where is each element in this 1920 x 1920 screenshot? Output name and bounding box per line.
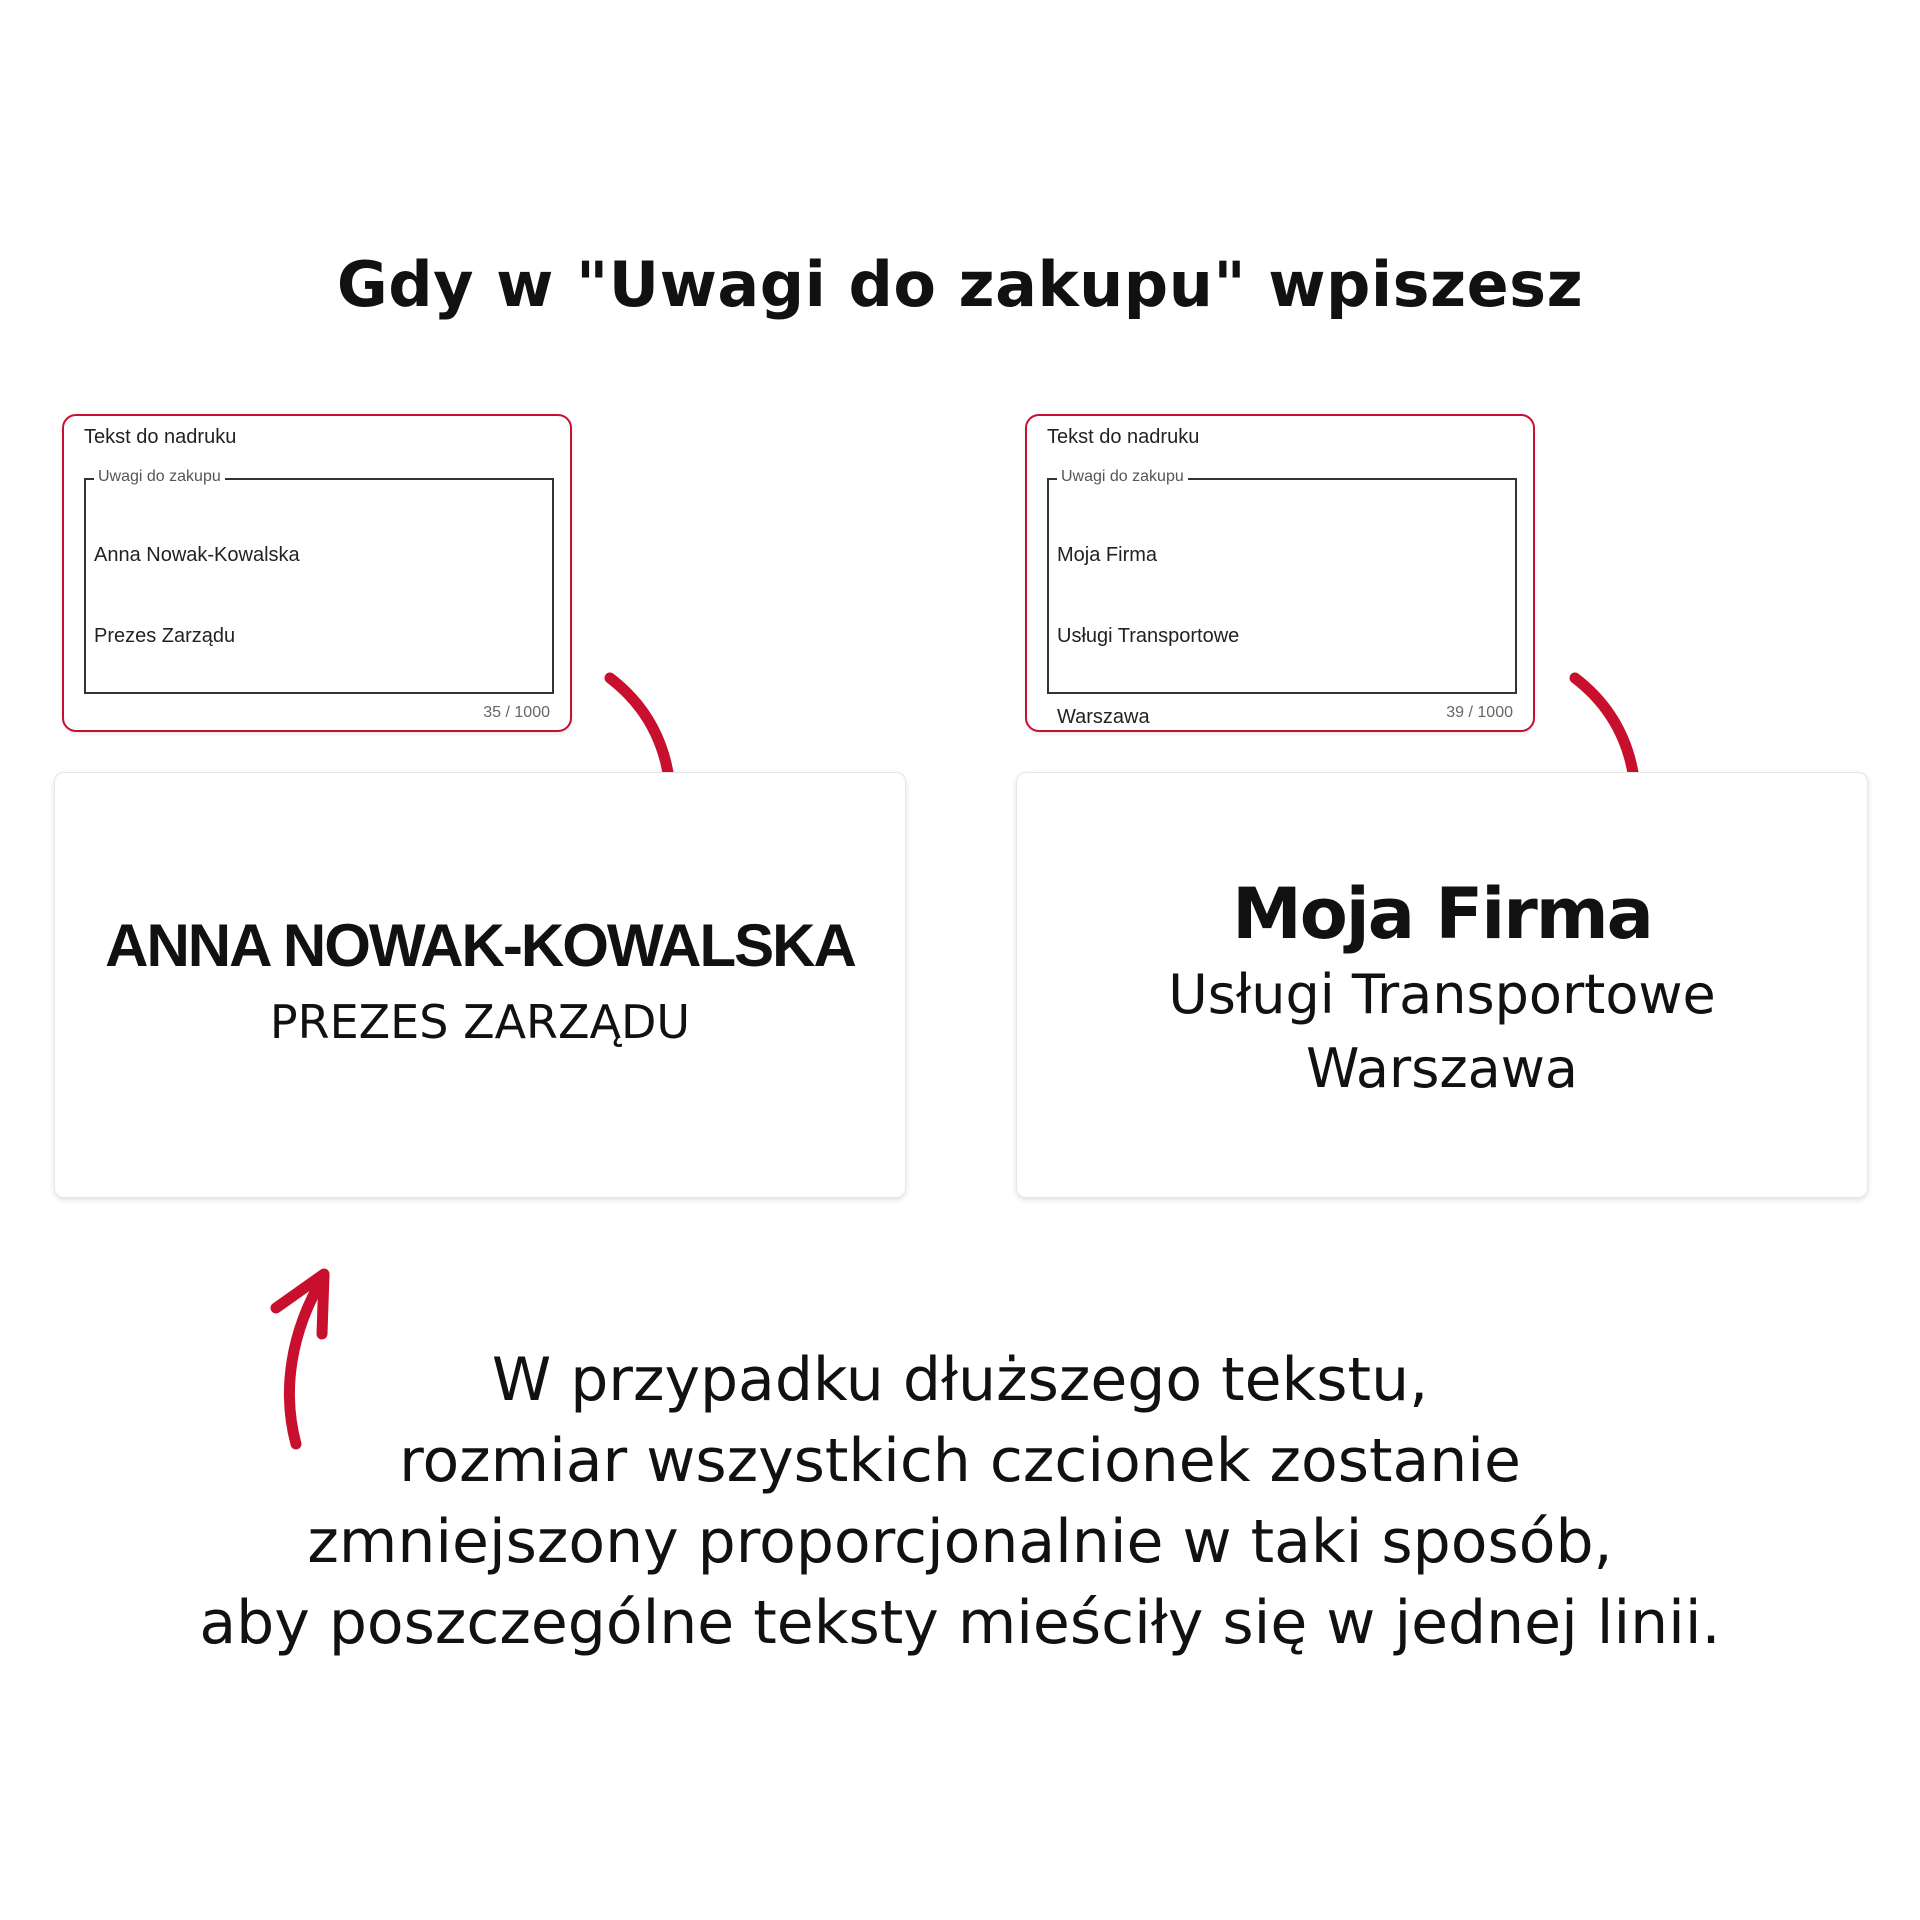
footnote-line: zmniejszony proporcjonalnie w taki sposób, bbox=[307, 1507, 1613, 1577]
field-line: Anna Nowak-Kowalska bbox=[94, 544, 300, 566]
order-notes-textarea[interactable] bbox=[84, 468, 554, 694]
footnote bbox=[0, 1340, 1920, 1664]
footnote-line: W przypadku dłuższego tekstu, bbox=[491, 1345, 1429, 1415]
field-line: Moja Firma bbox=[1057, 544, 1158, 566]
preview-service: Usługi Transportowe bbox=[1168, 963, 1716, 1026]
print-preview-2 bbox=[1016, 772, 1868, 1198]
field-line: Warszawa bbox=[1057, 706, 1150, 728]
field-label: Uwagi do zakupu bbox=[94, 468, 225, 486]
field-value bbox=[94, 488, 300, 704]
character-counter: 39 / 1000 bbox=[1446, 704, 1513, 721]
field-label: Uwagi do zakupu bbox=[1057, 468, 1188, 486]
footnote-line: rozmiar wszystkich czcionek zostanie bbox=[399, 1426, 1521, 1496]
form-title: Tekst do nadruku bbox=[1047, 426, 1200, 448]
form-title: Tekst do nadruku bbox=[84, 426, 237, 448]
field-value bbox=[1057, 488, 1239, 785]
footnote-line: aby poszczególne teksty mieściły się w jednej linii. bbox=[199, 1588, 1721, 1658]
preview-city: Warszawa bbox=[1305, 1037, 1579, 1100]
preview-name: ANNA NOWAK-KOWALSKA bbox=[105, 912, 855, 979]
preview-title: PREZES ZARZĄDU bbox=[269, 995, 691, 1049]
order-notes-card-1 bbox=[62, 414, 572, 732]
field-line: Prezes Zarządu bbox=[94, 625, 236, 647]
character-counter: 35 / 1000 bbox=[483, 704, 550, 721]
field-line: Usługi Transportowe bbox=[1057, 625, 1240, 647]
preview-company: Moja Firma bbox=[1232, 873, 1652, 955]
page-heading: Gdy w "Uwagi do zakupu" wpiszesz bbox=[336, 248, 1584, 321]
order-notes-card-2 bbox=[1025, 414, 1535, 732]
print-preview-1 bbox=[54, 772, 906, 1198]
